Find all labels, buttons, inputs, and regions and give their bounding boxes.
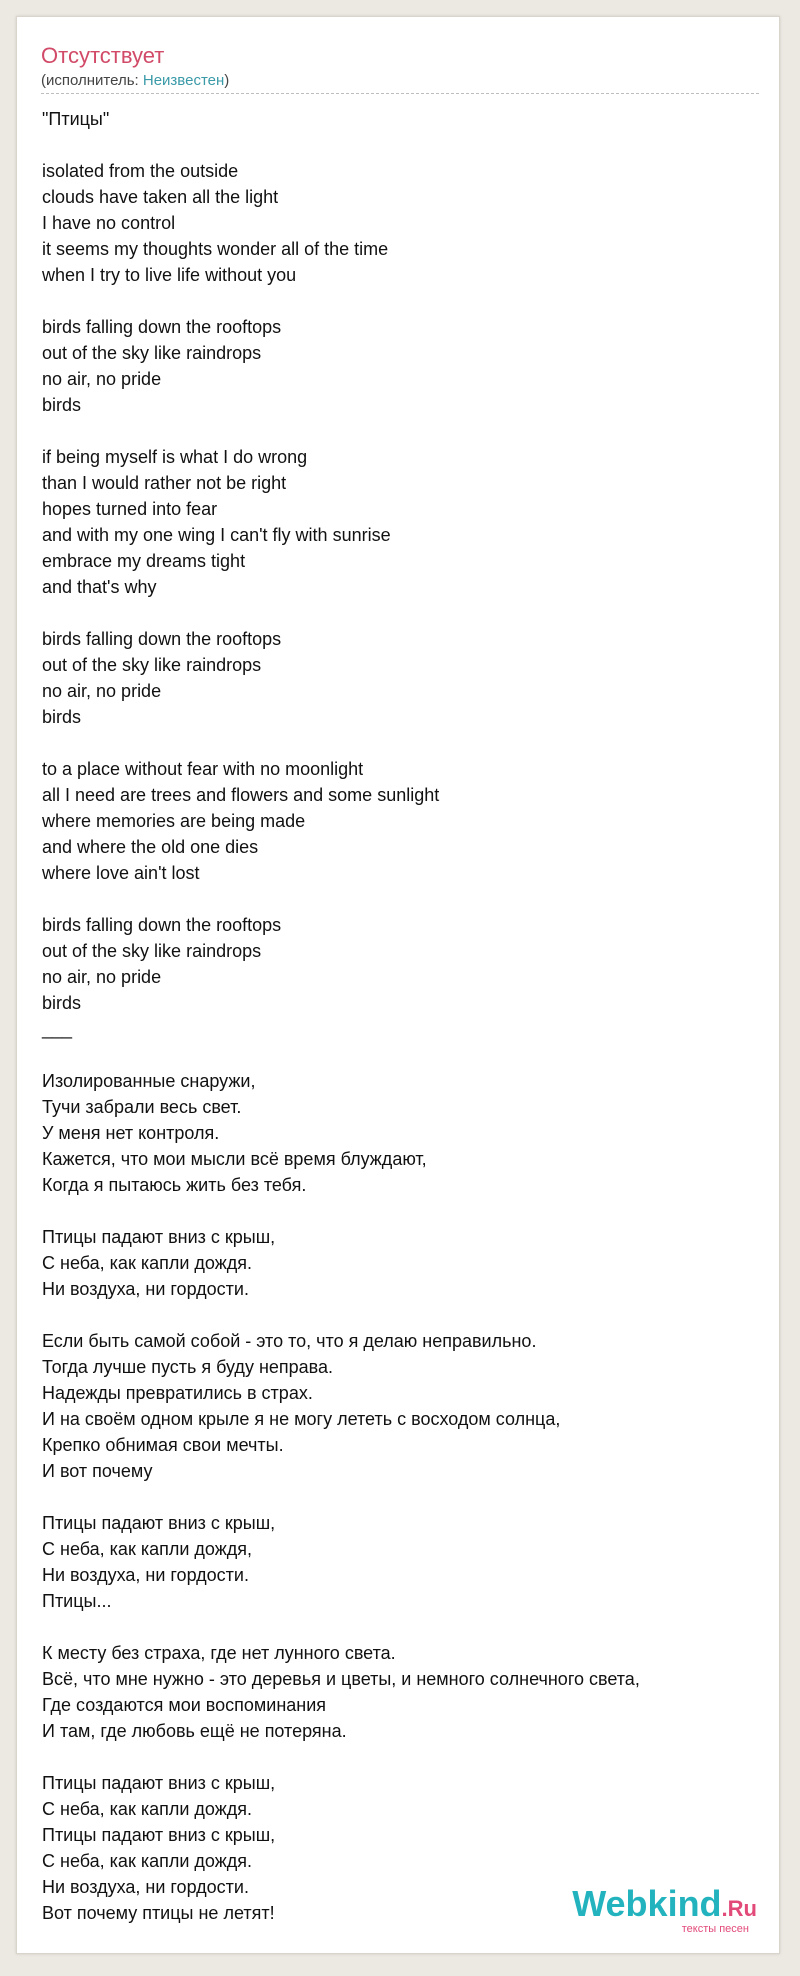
lyric-line: Где создаются мои воспоминания [42,1695,327,1715]
lyric-line: and with my one wing I can't fly with sunrise [42,525,391,545]
lyric-line: when I try to live life without you [42,265,297,285]
lyrics-body [42,106,759,1926]
lyric-line: Когда я пытаюсь жить без тебя. [42,1175,307,1195]
artist-prefix: (исполнитель: [41,72,143,89]
lyric-line: out of the sky like raindrops [42,941,262,961]
blank-line [42,1484,759,1510]
lyric-line: Птицы падают вниз с крыш, [42,1825,276,1845]
lyric-line: С неба, как капли дождя. [42,1799,253,1819]
lyric-line: birds falling down the rooftops [42,317,282,337]
lyric-line: I have no control [42,213,176,233]
header-divider [41,93,759,94]
blank-line [42,886,759,912]
lyric-line: no air, no pride [42,369,162,389]
lyric-line: where memories are being made [42,811,306,831]
lyric-line: than I would rather not be right [42,473,287,493]
lyric-line: Изолированные снаружи, [42,1071,256,1091]
lyric-line: it seems my thoughts wonder all of the time [42,239,389,259]
lyric-line: Кажется, что мои мысли всё время блуждают, [42,1149,427,1169]
blank-line [42,600,759,626]
lyric-line: И на своём одном крыле я не могу лететь с восходом солнца, [42,1409,561,1429]
logo-main-text: Webkind [572,1883,722,1924]
blank-line [42,1302,759,1328]
lyric-line: isolated from the outside [42,161,239,181]
lyric-line: no air, no pride [42,681,162,701]
lyric-line: hopes turned into fear [42,499,218,519]
lyrics-card [16,16,780,1954]
lyric-line: С неба, как капли дождя. [42,1851,253,1871]
lyric-line: Птицы... [42,1591,112,1611]
blank-line [42,1042,759,1068]
blank-line [42,1744,759,1770]
lyric-line: Вот почему птицы не летят! [42,1903,275,1923]
lyric-line: У меня нет контроля. [42,1123,220,1143]
artist-line [41,72,759,90]
lyric-line: Тучи забрали весь свет. [42,1097,242,1117]
song-title: Отсутствует [41,43,165,68]
blank-line [42,132,759,158]
lyric-line: Если быть самой собой - это то, что я делаю неправильно. [42,1331,537,1351]
blank-line [42,418,759,444]
artist-suffix: ) [224,72,230,89]
blank-line [42,730,759,756]
lyric-line: Ни воздуха, ни гордости. [42,1279,249,1299]
lyric-line: birds [42,707,82,727]
lyric-line: where love ain't lost [42,863,200,883]
lyric-line: Надежды превратились в страх. [42,1383,313,1403]
lyric-line: Ни воздуха, ни гордости. [42,1877,249,1897]
lyric-line: out of the sky like raindrops [42,343,262,363]
lyric-line: if being myself is what I do wrong [42,447,308,467]
lyric-line: К месту без страха, где нет лунного света. [42,1643,396,1663]
logo-wordmark [572,1883,757,1927]
lyric-line: Птицы падают вниз с крыш, [42,1513,276,1533]
blank-line [42,1614,759,1640]
lyric-line: and where the old one dies [42,837,259,857]
lyric-line: И там, где любовь ещё не потеряна. [42,1721,347,1741]
lyric-line: С неба, как капли дождя, [42,1539,253,1559]
lyric-line: Ни воздуха, ни гордости. [42,1565,249,1585]
lyric-line: С неба, как капли дождя. [42,1253,253,1273]
blank-line [42,288,759,314]
site-logo[interactable] [572,1883,757,1935]
lyric-line: embrace my dreams tight [42,551,246,571]
lyric-line: "Птицы" [42,109,110,129]
lyric-line: Всё, что мне нужно - это деревья и цветы, и немного солнечного света, [42,1669,640,1689]
artist-link[interactable]: Неизвестен [142,72,225,89]
lyric-line: birds [42,395,82,415]
lyric-line: birds falling down the rooftops [42,915,282,935]
lyric-line: Тогда лучше пусть я буду неправа. [42,1357,334,1377]
blank-line [42,1198,759,1224]
lyric-line: and that's why [42,577,157,597]
lyric-line: И вот почему [42,1461,153,1481]
lyric-line: to a place without fear with no moonlight [42,759,364,779]
lyric-line: Птицы падают вниз с крыш, [42,1773,276,1793]
lyric-line: ___ [42,1019,73,1039]
lyric-line: birds falling down the rooftops [42,629,282,649]
lyric-line: Крепко обнимая свои мечты. [42,1435,284,1455]
lyric-line: birds [42,993,82,1013]
lyric-line: Птицы падают вниз с крыш, [42,1227,276,1247]
lyric-line: no air, no pride [42,967,162,987]
lyric-line: all I need are trees and flowers and some sunlight [42,785,440,805]
logo-tagline: тексты песен [681,1923,749,1935]
lyric-line: out of the sky like raindrops [42,655,262,675]
lyric-line: clouds have taken all the light [42,187,279,207]
song-header [41,43,759,90]
logo-suffix: .Ru [721,1896,757,1921]
